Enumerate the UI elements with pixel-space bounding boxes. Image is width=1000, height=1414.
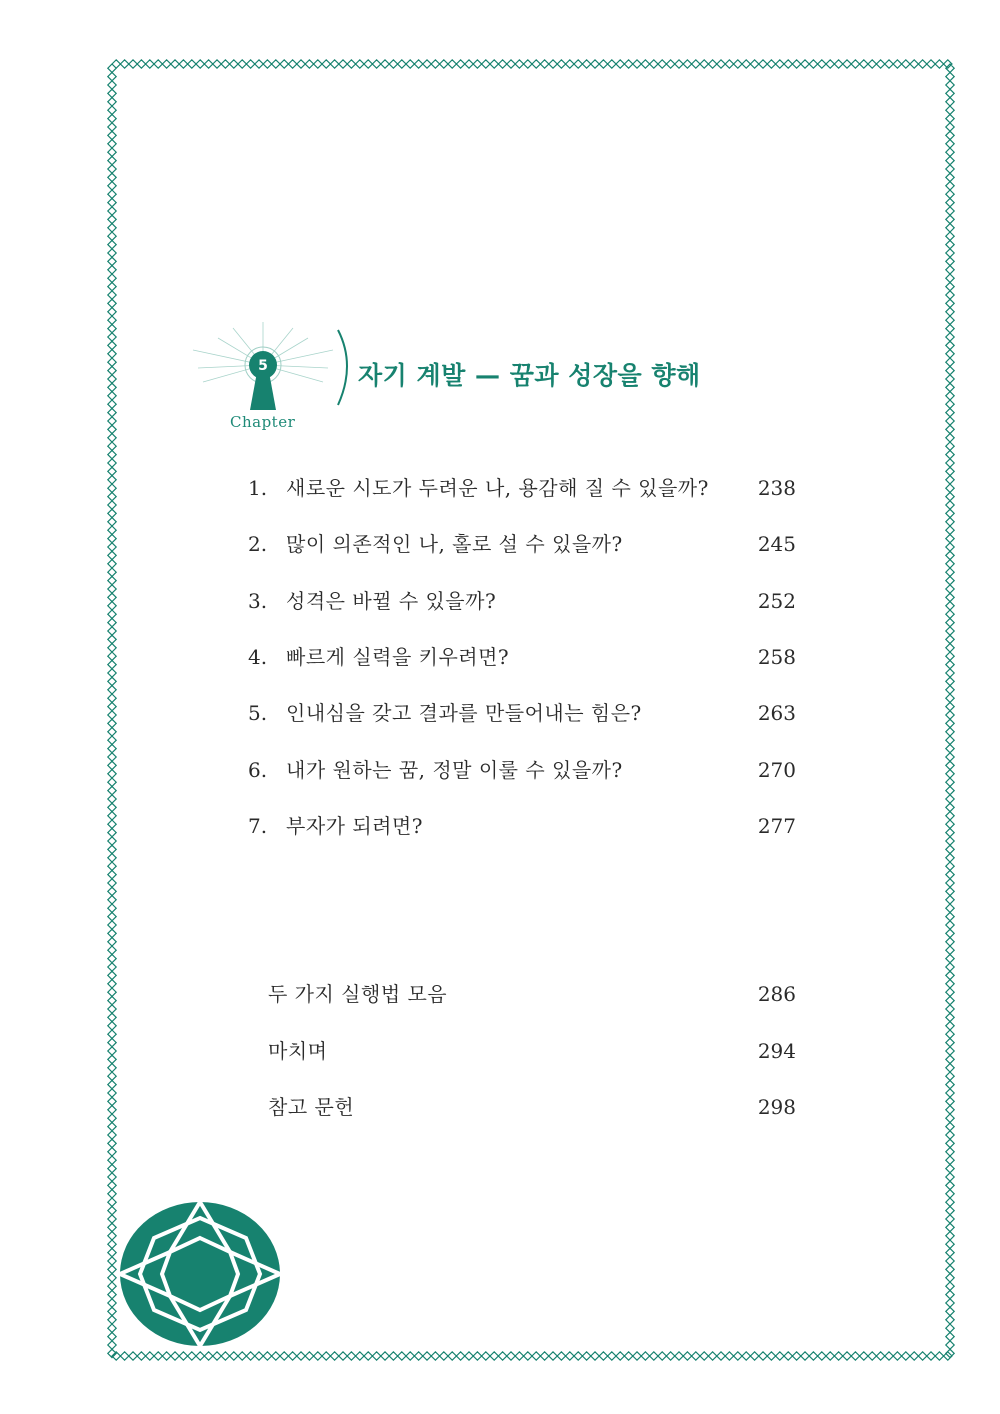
toc-row: [248, 641, 796, 673]
appendix-row: [268, 978, 796, 1010]
appendix-page-number: 294: [757, 1038, 796, 1063]
appendix-page-number: 286: [757, 982, 796, 1006]
toc-number: 6.: [248, 757, 268, 782]
toc-page-number: 238: [757, 476, 796, 500]
toc-title: 새로운 시도가 두려운 나, 용감해 질 수 있을까?: [286, 476, 709, 500]
chapter-word: Chapter: [230, 413, 296, 431]
toc-page-number: 258: [757, 644, 796, 669]
diamond-gem-icon: [118, 1200, 282, 1348]
toc-page-number: 270: [757, 757, 796, 782]
chapter-number: 5: [258, 358, 268, 374]
toc-number: 3.: [248, 588, 268, 613]
toc-row: [248, 528, 796, 560]
toc-number: 1.: [248, 476, 268, 500]
appendix-title: 마치며: [268, 1038, 328, 1063]
toc-page-number: 277: [757, 813, 796, 838]
toc-page-number: 252: [757, 588, 796, 613]
toc-row: [248, 697, 796, 729]
toc-number: 4.: [248, 644, 268, 669]
toc-title: 많이 의존적인 나, 홀로 설 수 있을까?: [286, 532, 623, 557]
toc-row: [248, 754, 796, 786]
toc-title: 성격은 바뀔 수 있을까?: [286, 588, 497, 613]
toc-row: [248, 472, 796, 504]
toc-number: 2.: [248, 532, 268, 557]
toc-number: 7.: [248, 813, 268, 838]
toc-number: 5.: [248, 701, 268, 726]
chapter-title: 자기 계발 — 꿈과 성장을 향해: [358, 361, 701, 390]
appendix-page-number: 298: [757, 1095, 796, 1119]
toc-row: [248, 810, 796, 842]
appendix-row: [268, 1091, 796, 1123]
toc-page-number: 245: [757, 532, 796, 557]
toc-title: 내가 원하는 꿈, 정말 이룰 수 있을까?: [286, 757, 623, 782]
appendix-row: [268, 1035, 796, 1067]
toc-title: 부자가 되려면?: [286, 813, 423, 838]
appendix-title: 참고 문헌: [268, 1095, 355, 1119]
toc-row: [248, 585, 796, 617]
toc-page-number: 263: [757, 701, 796, 726]
appendix-title: 두 가지 실행법 모음: [268, 982, 448, 1006]
toc-title: 빠르게 실력을 키우려면?: [286, 644, 510, 669]
toc-title: 인내심을 갖고 결과를 만들어내는 힘은?: [286, 701, 642, 726]
